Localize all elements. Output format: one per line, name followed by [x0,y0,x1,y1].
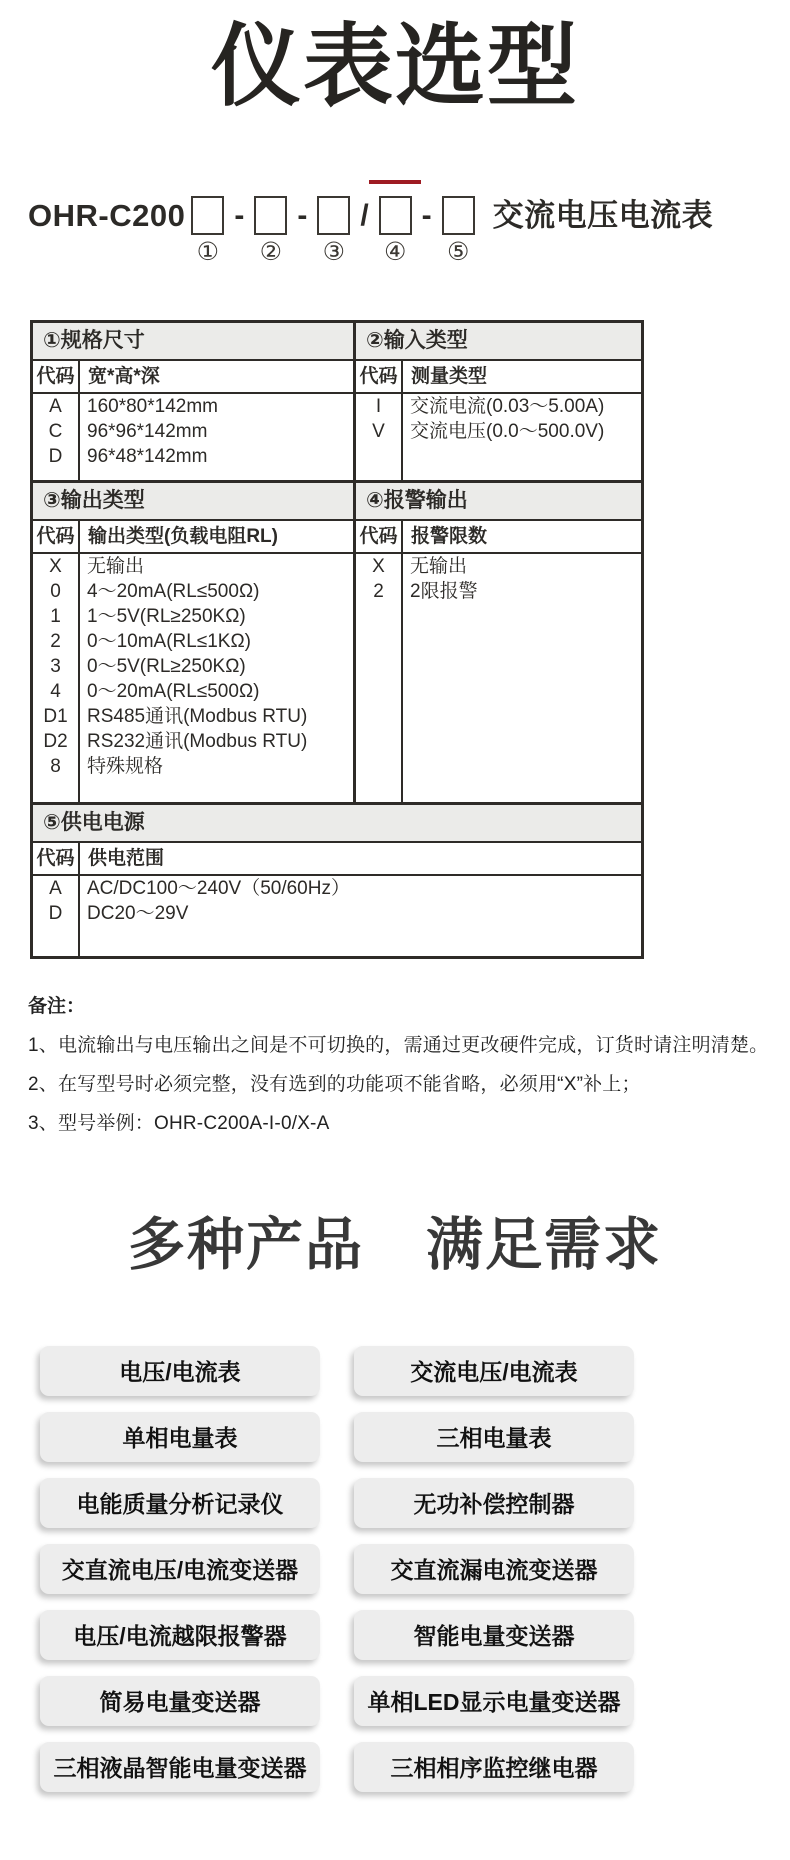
product-button[interactable]: 三相电量表 [354,1412,634,1462]
model-box-3 [317,196,350,235]
table-row [33,679,353,704]
position-marker-3: ③ [322,237,346,266]
table-row [33,654,353,679]
table-row [33,604,353,629]
model-box-4 [379,196,412,235]
section-output-type-title: ③输出类型 [33,483,353,521]
code-cell: D2 [43,730,68,752]
code-cell: 4 [50,680,61,702]
table-row [33,554,353,579]
page-title: 仪表选型 [211,17,579,117]
code-cell: X [372,555,385,577]
notes-heading: 备注： [28,995,86,1017]
table-row [356,579,641,604]
model-segment-1 [191,196,224,266]
desc-cell: 交流电压(0.0～500.0V) [410,420,605,442]
section-alarm-output [356,483,641,802]
product-grid [40,1346,634,1792]
table-row [33,876,641,901]
notes-list [28,1030,790,1135]
product-button[interactable]: 单相LED显示电量变送器 [354,1676,634,1726]
table-row [356,554,641,579]
code-cell: X [49,555,62,577]
position-marker-1: ① [196,237,220,266]
desc-column-header: 宽*高*深 [88,365,160,387]
product-button[interactable]: 智能电量变送器 [354,1610,634,1660]
table-row [33,444,353,469]
product-button[interactable]: 电能质量分析记录仪 [40,1478,320,1528]
model-prefix: OHR-C200 [28,197,186,233]
notes [28,991,790,1135]
desc-cell: 无输出 [410,555,468,577]
desc-column-header: 输出类型(负载电阻RL) [88,525,278,547]
section-input-type-title: ②输入类型 [356,323,641,361]
section-dimensions-body [33,394,353,480]
product-button[interactable]: 单相电量表 [40,1412,320,1462]
section-dimensions-subheader [33,361,353,394]
product-button[interactable]: 无功补偿控制器 [354,1478,634,1528]
section-power-supply [33,802,641,956]
code-cell: C [48,420,63,442]
table-row [33,704,353,729]
section-input-type-body [356,394,641,480]
model-separator-3: / [360,198,369,232]
code-cell: 0 [50,580,61,602]
table-row-band-2 [33,480,641,802]
position-marker-4: ④ [383,237,407,266]
code-column-header: 代码 [33,361,80,392]
code-column-header: 代码 [33,843,80,874]
note-item: 2、在写型号时必须完整，没有选到的功能项不能省略，必须用“X”补上； [28,1073,641,1095]
model-segment-3 [317,196,350,266]
section-power-supply-body [33,876,641,956]
model-code-diagram [28,196,790,266]
product-button[interactable]: 电压/电流越限报警器 [40,1610,320,1660]
section-alarm-output-title: ④报警输出 [356,483,641,521]
desc-column-header: 供电范围 [88,847,165,869]
products-heading [0,1212,790,1277]
desc-cell: DC20～29V [87,902,189,924]
desc-column-header: 报警限数 [411,525,488,547]
model-box-2 [254,196,287,235]
products-heading-left: 多种产品 [128,1212,364,1277]
table-row [33,901,641,926]
section-output-type-subheader [33,521,353,554]
table-row [356,419,641,444]
products-heading-right: 满足需求 [426,1212,662,1277]
section-power-supply-title: ⑤供电电源 [33,805,641,843]
section-output-type [33,483,356,802]
code-cell: D [48,445,63,467]
note-item: 3、型号举例：OHR-C200A-I-0/X-A [28,1112,330,1134]
desc-cell: 特殊规格 [87,755,164,777]
note-item: 1、电流输出与电压输出之间是不可切换的，需通过更改硬件完成，订货时请注明清楚。 [28,1034,769,1056]
table-row [356,394,641,419]
position-marker-2: ② [259,237,283,266]
model-suffix-label: 交流电压电流表 [492,197,714,233]
desc-cell: 96*96*142mm [87,420,208,442]
code-cell: 1 [50,605,61,627]
product-button[interactable]: 三相相序监控继电器 [354,1742,634,1792]
product-button[interactable]: 简易电量变送器 [40,1676,320,1726]
desc-cell: 0～10mA(RL≤1KΩ) [87,630,252,652]
model-box-1 [191,196,224,235]
product-button[interactable]: 电压/电流表 [40,1346,320,1396]
desc-column-header: 测量类型 [411,365,488,387]
spec-table [30,320,644,959]
model-box-5 [442,196,475,235]
desc-cell: 160*80*142mm [87,395,218,417]
model-segment-5 [442,196,475,266]
desc-cell: 无输出 [87,555,145,577]
product-button[interactable]: 交直流漏电流变送器 [354,1544,634,1594]
table-row [33,419,353,444]
section-input-type-subheader [356,361,641,394]
section-alarm-output-body [356,554,641,802]
section-output-type-body [33,554,353,802]
section-alarm-output-subheader [356,521,641,554]
model-separator-1: - [234,198,245,232]
product-button[interactable]: 交流电压/电流表 [354,1346,634,1396]
desc-cell: AC/DC100～240V（50/60Hz） [87,877,350,899]
model-separator-2: - [297,198,308,232]
table-row [33,754,353,779]
section-dimensions [33,323,356,480]
desc-cell: 96*48*142mm [87,445,208,467]
model-separator-4: - [421,198,432,232]
section-dimensions-title: ①规格尺寸 [33,323,353,361]
code-column-header: 代码 [356,521,403,552]
product-button[interactable]: 交直流电压/电流变送器 [40,1544,320,1594]
code-cell: 3 [50,655,61,677]
section-input-type [356,323,641,480]
table-row [33,579,353,604]
code-cell: 2 [50,630,61,652]
code-cell: A [49,877,62,899]
code-cell: I [375,395,382,417]
table-row [33,394,353,419]
position-marker-5: ⑤ [446,237,470,266]
desc-cell: 交流电流(0.03～5.00A) [410,395,605,417]
code-cell: 8 [50,755,61,777]
desc-cell: 2限报警 [410,580,478,602]
code-cell: D1 [43,705,68,727]
code-cell: A [49,395,62,417]
desc-cell: RS232通讯(Modbus RTU) [87,730,308,752]
model-segment-2 [254,196,287,266]
model-segment-4 [379,196,412,266]
code-column-header: 代码 [33,521,80,552]
desc-cell: RS485通讯(Modbus RTU) [87,705,308,727]
code-cell: 2 [373,580,384,602]
desc-cell: 1～5V(RL≥250KΩ) [87,605,246,627]
code-cell: V [372,420,385,442]
desc-cell: 4～20mA(RL≤500Ω) [87,580,260,602]
section-power-supply-subheader [33,843,641,876]
table-row [33,729,353,754]
desc-cell: 0～5V(RL≥250KΩ) [87,655,246,677]
accent-dash [369,180,421,184]
table-row-band-1 [33,323,641,480]
table-row [33,629,353,654]
code-column-header: 代码 [356,361,403,392]
product-button[interactable]: 三相液晶智能电量变送器 [40,1742,320,1792]
code-cell: D [48,902,63,924]
desc-cell: 0～20mA(RL≤500Ω) [87,680,260,702]
